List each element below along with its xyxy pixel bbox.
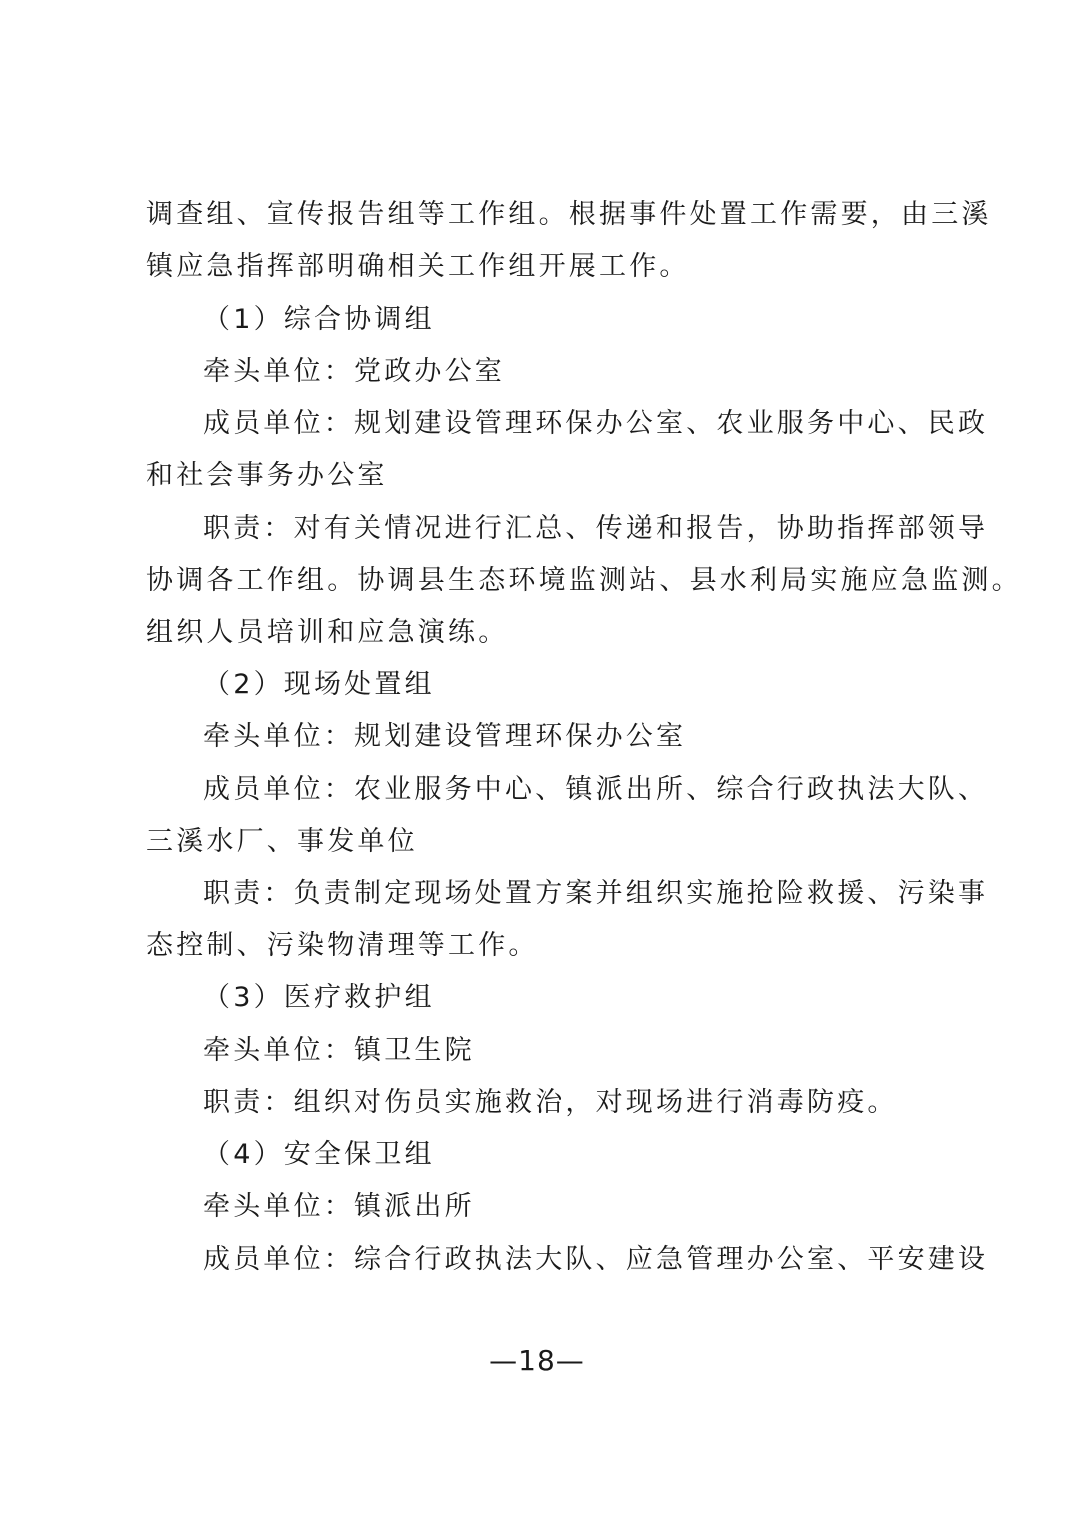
member-units-line: 成员单位：综合行政执法大队、应急管理办公室、平安建设 [203, 1244, 989, 1275]
lead-unit-line: 牵头单位：规划建设管理环保办公室 [203, 721, 687, 752]
lead-unit-line: 牵头单位：镇派出所 [203, 1191, 475, 1222]
lead-unit-line: 牵头单位：镇卫生院 [203, 1035, 475, 1066]
duties-line: 职责：对有关情况进行汇总、传递和报告，协助指挥部领导 [203, 513, 989, 544]
duties-line: 职责：组织对伤员实施救治，对现场进行消毒防疫。 [203, 1087, 898, 1118]
lead-unit-line: 牵头单位：党政办公室 [203, 356, 505, 387]
section-heading-comprehensive-coordination: （1）综合协调组 [203, 304, 435, 335]
section-heading-security: （4）安全保卫组 [203, 1139, 435, 1170]
body-text-line: 镇应急指挥部明确相关工作组开展工作。 [146, 251, 690, 282]
page-number: —18— [489, 1344, 585, 1377]
body-text-line: 和社会事务办公室 [146, 460, 388, 491]
body-text-line: 态控制、污染物清理等工作。 [146, 930, 539, 961]
body-text-line: 协调各工作组。协调县生态环境监测站、县水利局实施应急监测。 [146, 565, 1022, 596]
member-units-line: 成员单位：农业服务中心、镇派出所、综合行政执法大队、 [203, 774, 989, 805]
member-units-line: 成员单位：规划建设管理环保办公室、农业服务中心、民政 [203, 408, 989, 439]
body-text-line: 三溪水厂、事发单位 [146, 826, 418, 857]
body-text-line: 调查组、宣传报告组等工作组。根据事件处置工作需要，由三溪 [146, 199, 992, 230]
section-heading-medical-rescue: （3）医疗救护组 [203, 982, 435, 1013]
duties-line: 职责：负责制定现场处置方案并组织实施抢险救援、污染事 [203, 878, 989, 909]
body-text-line: 组织人员培训和应急演练。 [146, 617, 509, 648]
section-heading-onsite-disposal: （2）现场处置组 [203, 669, 435, 700]
